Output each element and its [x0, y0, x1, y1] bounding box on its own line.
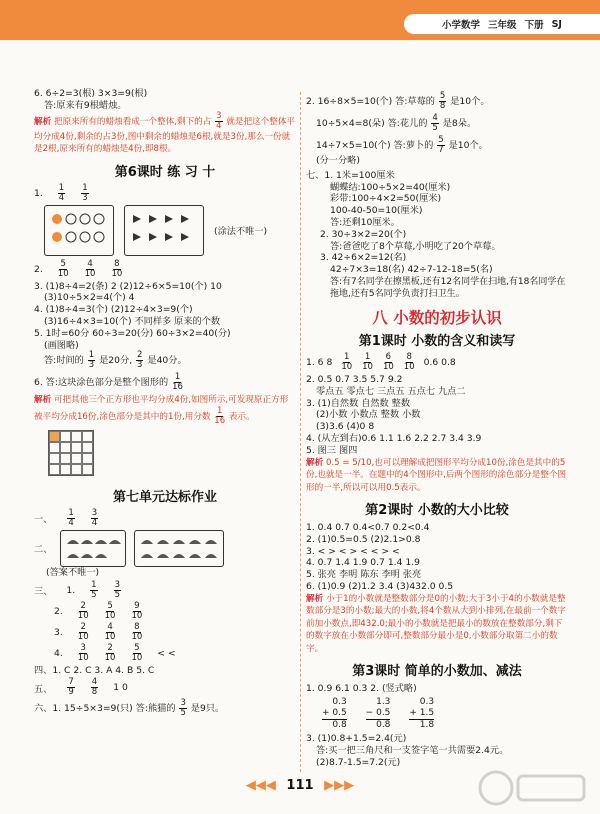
- answer-line: 2. 0.5 0.7 3.5 5.7 9.2: [306, 373, 403, 385]
- answer-line: 6. 6÷2=3(根) 3×3=9(根): [34, 88, 148, 99]
- answer-row: 一、 $\frac{1}{4}$ $\frac{3}{4}$: [34, 507, 98, 528]
- grid-cell: [60, 464, 71, 475]
- answer-line: 2. (1)0.5=0.5 (2)2.1>0.8: [306, 533, 421, 545]
- figure-box: [134, 530, 224, 567]
- answer-row: 1. $\frac{1}{4}$ $\frac{1}{3}$: [34, 182, 88, 203]
- answer-line: 5. 张亮 李明 陈东 李明 张亮: [306, 569, 422, 581]
- grid-cell: [60, 453, 71, 464]
- next-arrows: ▶▶▶: [324, 778, 355, 793]
- answer-row: 1. 6 8 $\frac{1}{10}$ $\frac{1}{10}$ $\frac{6}{10}$ $\frac{8}{10}$ 0.6 0.8: [306, 351, 456, 372]
- umbrella-icon: [65, 534, 121, 560]
- answer-line: (画图略): [44, 339, 79, 351]
- answer-figures: [44, 205, 296, 256]
- lesson-title: 第6课时 练 习 十: [114, 164, 216, 180]
- answer-paragraph: 答:有7名同学在擦黑板,还有12名同学在扫地,有18名同学在拖地,还有5名同学负责打扫卫生。: [330, 276, 566, 299]
- explanation: [34, 112, 296, 156]
- grid-cell: [49, 464, 60, 475]
- explanation-label: 解析: [34, 395, 52, 406]
- answer-line: 4. 0.7 1.4 1.9 0.7 1.4 1.9: [306, 557, 420, 569]
- answer-row: 2. $\frac{2}{10}$ $\frac{5}{10}$ $\frac{9}{10}$: [54, 600, 143, 621]
- lesson-title: 第3课时 简单的小数加、减法: [352, 664, 522, 680]
- grid-figure: [48, 430, 296, 476]
- answer-line: 蝴蝶结:100÷5×2=40(厘米): [330, 181, 451, 193]
- answer-line: 答:时间的 $\frac{1}{3}$ 是20分, $\frac{2}{3}$ 是40分。: [44, 350, 187, 371]
- vertical-calc: 0.3 + 1.5 1.8: [409, 697, 435, 731]
- answer-line: 1. 0.9 6.1 0.3 2. (竖式略): [306, 683, 417, 695]
- column-divider: [300, 92, 301, 772]
- answer-line: 六、1. 15÷5×3=9(只) 答:熊猫的 $\frac{3}{5}$ 是9只。: [34, 698, 225, 719]
- answer-line: 4. (1)8÷4=3(个) (2)12÷4×3=9(个): [34, 304, 193, 316]
- answer-line: 答:买一把三角尺和一支签字笔一共需要2.4元。: [316, 744, 509, 756]
- grid-cell: [60, 442, 71, 453]
- answer-line: 3. (1)自然数 自然数 整数: [306, 397, 411, 409]
- answer-line: 42÷7×3=18(名) 42÷7-12-18=5(名): [330, 264, 493, 276]
- figure-box: [44, 205, 114, 256]
- explanation: [306, 593, 568, 656]
- vertical-calc: 1.3 − 0.5 0.8: [365, 697, 391, 731]
- volume-label: 下册: [524, 20, 544, 31]
- edition-label: SJ: [551, 18, 562, 30]
- answer-line: (2)小数 小数点 整数 小数: [316, 409, 421, 421]
- fraction: $\frac{3}{4}$: [216, 110, 222, 131]
- grid-cell: [82, 431, 93, 442]
- vertical-calcs: [306, 697, 568, 731]
- grid-cell: [49, 431, 60, 442]
- explanation-text: 把原来所有的蜡烛看成一个整体,剩下的占: [53, 116, 212, 127]
- note: (涂法不唯一): [214, 226, 268, 238]
- explanation-text: 小于1的小数就是整数部分是0的小数;大于3小于4的小数就是整数部分是3的小数;最大的小数,将4个数从大到小排列,在最前一个数字前加小数点,即432.0;最小的小数就是把最小的数放在整数部分,剩下的数字放在小数部分即可,整数部分最小是0,小数部分取第二小的数字。: [306, 593, 566, 654]
- explanation-label: 解析: [34, 116, 52, 127]
- answer-line: 答:原来有9根蜡烛。: [44, 99, 127, 111]
- explanation-text: 0.5 = 5/10,也可以理解成把图形平均分成10份,涂色是其中的5份,也就是一半。在题中的4个图形中,后两个图形的涂色部分是整个图形的一半,所以可以用0.5表示。: [306, 457, 567, 493]
- answer-line: 14÷7×5=10(个) 答:萝卜的 $\frac{5}{7}$ 是10个。: [316, 135, 488, 155]
- leaf-icon: [129, 209, 199, 249]
- answer-line: (分一分略): [316, 155, 360, 166]
- grid-cell: [71, 431, 82, 442]
- answer-line: (3)16÷4×3=10(个) 不同样多 原来的个数: [44, 315, 221, 327]
- watermark-logo: [476, 768, 592, 808]
- answer-line: 4. (从左到右)0.6 1.1 1.6 2.2 2.7 3.4 3.9: [306, 432, 482, 444]
- answer-line: 5. 图三 图四: [306, 444, 358, 456]
- left-column: [34, 88, 296, 718]
- answer-line: 6. (1)0.9 (2)1.2 3.4 (3)432.0 0.5: [306, 581, 454, 593]
- grid-cell: [82, 442, 93, 453]
- grid-cell: [49, 442, 60, 453]
- answer-line: 6. 答:这块涂色部分是整个图形的 $\frac{1}{16}$: [34, 372, 183, 393]
- unit-title: 八 小数的初步认识: [372, 308, 502, 327]
- page-number: 111: [286, 778, 314, 793]
- answer-line: 10÷5×4=8(朵) 答:花儿的 $\frac{4}{5}$ 是8朵。: [316, 113, 477, 133]
- answer-line: (2)8.7-1.5=7.2(元): [316, 756, 401, 768]
- explanation-text: 就是把这个整体平均分成4份,剩余的占3份,图中剩余的蜡烛是6根,就是3份,那么一份就是2根,原来所有的蜡烛是4份,即8根。: [34, 116, 296, 155]
- answer-line: 3. < > < > < < > <: [306, 545, 400, 557]
- answer-line: 1. 0.4 0.7 0.4<0.7 0.2<0.4: [306, 522, 430, 534]
- grid-cell: [82, 453, 93, 464]
- unit-test-title: 第七单元达标作业: [112, 489, 217, 505]
- grid-cell: [60, 431, 71, 442]
- answer-line: 2. 16÷8×5=10(个) 答:草莓的 $\frac{5}{8}$ 是10个。: [306, 91, 490, 111]
- answer-line: (3)10÷5×2=4(个) 4: [44, 292, 135, 304]
- umbrella-icon: [139, 534, 219, 560]
- answer-line: 5. 1时=60分 60÷3=20(分) 60÷3×2=40(分): [34, 327, 231, 339]
- answer-row: 五、 $\frac{7}{9}$ $\frac{4}{8}$ 1 0: [34, 677, 128, 698]
- explanation-label: 解析: [306, 457, 324, 468]
- answer-line: 答:爸爸吃了8个草莓,小明吃了20个草莓。: [330, 240, 501, 252]
- lesson-title: 第1课时 小数的含义和读写: [358, 333, 516, 349]
- explanation-label: 解析: [306, 593, 324, 604]
- lesson-title: 第2课时 小数的大小比较: [365, 503, 509, 519]
- answer-row: 三、 1. $\frac{1}{5}$ $\frac{3}{5}$: [34, 579, 120, 600]
- answer-line: 四、1. C 2. C 3. A 4. B 5. C: [34, 664, 155, 676]
- explanation: [306, 457, 568, 495]
- grade-label: 三年级: [488, 20, 517, 31]
- answer-line: 2. 30÷3×2=20(个): [320, 228, 407, 240]
- answer-line: 答:还剩10厘米。: [330, 216, 400, 228]
- grid-cell: [71, 453, 82, 464]
- vertical-calc: 0.3 + 0.5 0.8: [322, 697, 347, 731]
- answer-row: 2. $\frac{5}{10}$ $\frac{4}{10}$ $\frac{8}{10}$: [34, 258, 123, 279]
- explanation: 解析 可把其他三个正方形也平均分成4份,如图所示,可发现原正方形被平均分成16份,涂色部分是其中的1份,用分数 $\frac{1}{16}$ 表示。: [34, 395, 289, 426]
- answer-line: 彩带:100÷4×2=50(厘米): [330, 193, 442, 205]
- answer-line: 七、1. 1米=100厘米: [306, 169, 395, 181]
- grid-cell: [71, 442, 82, 453]
- right-column: [306, 92, 568, 769]
- figure-box: [124, 205, 204, 256]
- answer-line: (3)3.6 (4)0 8: [316, 421, 375, 433]
- prev-arrows: ◀◀◀: [245, 778, 276, 793]
- answer-row: 3. $\frac{2}{10}$ $\frac{4}{10}$ $\frac{8}{10}$: [54, 621, 143, 642]
- explanation-text: 可把其他三个正方形也平均分成4份,如图所示,可发现原正方形被平均分成16份,涂色部分是其中的1份,用分数: [34, 395, 289, 422]
- book-tag: [404, 14, 600, 34]
- grid-cell: [82, 464, 93, 475]
- grid-cell: [49, 453, 60, 464]
- answer-line: 3. (1)8÷4=2(条) 2 (2)12÷6×5=10(个) 10: [34, 280, 222, 292]
- answer-row: 4. $\frac{3}{10}$ $\frac{2}{10}$ $\frac{5}{10}$ < <: [54, 642, 176, 663]
- grid-cell: [71, 464, 82, 475]
- subject-label: 小学数学: [442, 20, 481, 31]
- header-bar: [0, 0, 600, 40]
- note: (答案不唯一): [46, 566, 100, 578]
- figure-box: [60, 530, 126, 567]
- answer-line: 3. 42÷6×2=12(名): [320, 252, 407, 264]
- answer-row: 二、: [34, 530, 296, 567]
- flower-icon: [49, 209, 109, 249]
- answer-line: 零点五 零点七 三点五 五点七 九点二: [316, 385, 466, 397]
- answer-line: 100-40-50=10(厘米): [330, 205, 423, 217]
- answer-line: 3. (1)0.8+1.5=2.4(元): [306, 733, 407, 745]
